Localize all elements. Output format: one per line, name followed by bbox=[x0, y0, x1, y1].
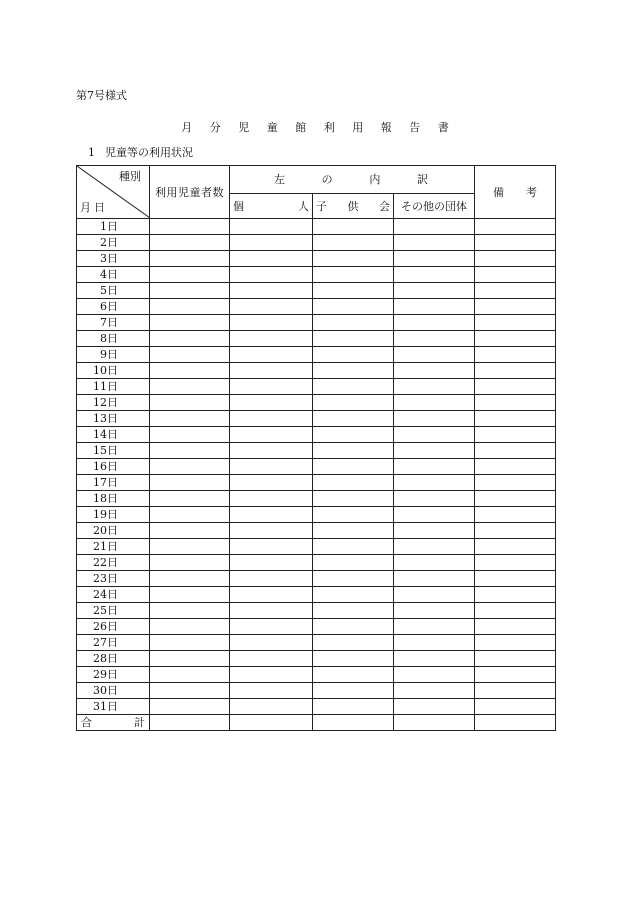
individual-cell[interactable] bbox=[230, 619, 313, 635]
remarks-cell[interactable] bbox=[475, 683, 556, 699]
remarks-cell[interactable] bbox=[475, 347, 556, 363]
children-club-cell[interactable] bbox=[313, 539, 394, 555]
remarks-cell[interactable] bbox=[475, 507, 556, 523]
users-cell[interactable] bbox=[150, 651, 230, 667]
other-groups-cell[interactable] bbox=[394, 699, 475, 715]
total-char: 計 bbox=[134, 716, 145, 729]
remarks-cell[interactable] bbox=[475, 331, 556, 347]
other-groups-cell[interactable] bbox=[394, 491, 475, 507]
remarks-char: 考 bbox=[526, 185, 537, 199]
day-label: 28日 bbox=[77, 651, 150, 667]
other-groups-cell[interactable] bbox=[394, 347, 475, 363]
individual-cell[interactable] bbox=[230, 651, 313, 667]
children-club-cell[interactable] bbox=[313, 635, 394, 651]
other-groups-cell[interactable] bbox=[394, 267, 475, 283]
table-row bbox=[77, 699, 556, 715]
form-number: 第7号様式 bbox=[76, 89, 127, 102]
children-club-char: 供 bbox=[347, 199, 359, 213]
other-groups-cell[interactable] bbox=[394, 299, 475, 315]
individual-cell[interactable] bbox=[230, 587, 313, 603]
day-rows bbox=[77, 219, 556, 715]
individual-cell[interactable] bbox=[230, 555, 313, 571]
other-groups-cell[interactable] bbox=[394, 571, 475, 587]
users-cell[interactable] bbox=[150, 395, 230, 411]
individual-cell[interactable] bbox=[230, 235, 313, 251]
users-cell[interactable] bbox=[150, 379, 230, 395]
other-groups-cell[interactable] bbox=[394, 411, 475, 427]
children-club-cell[interactable] bbox=[313, 555, 394, 571]
users-cell[interactable] bbox=[150, 315, 230, 331]
individual-cell[interactable] bbox=[230, 315, 313, 331]
children-club-cell[interactable] bbox=[313, 523, 394, 539]
day-label: 26日 bbox=[77, 619, 150, 635]
table-row bbox=[77, 299, 556, 315]
individual-cell[interactable] bbox=[230, 395, 313, 411]
day-label: 22日 bbox=[77, 555, 150, 571]
table-row bbox=[77, 555, 556, 571]
day-label: 29日 bbox=[77, 667, 150, 683]
other-groups-cell[interactable] bbox=[394, 555, 475, 571]
day-label: 16日 bbox=[77, 459, 150, 475]
remarks-cell[interactable] bbox=[475, 491, 556, 507]
remarks-cell[interactable] bbox=[475, 571, 556, 587]
children-club-cell[interactable] bbox=[313, 299, 394, 315]
users-cell[interactable] bbox=[150, 475, 230, 491]
other-groups-cell[interactable] bbox=[394, 427, 475, 443]
users-cell[interactable] bbox=[150, 283, 230, 299]
table-row bbox=[77, 347, 556, 363]
other-groups-cell[interactable] bbox=[394, 523, 475, 539]
remarks-cell[interactable] bbox=[475, 587, 556, 603]
day-label: 5日 bbox=[77, 283, 150, 299]
users-count-header: 利用児童者数 bbox=[150, 166, 230, 219]
remarks-cell[interactable] bbox=[475, 379, 556, 395]
remarks-cell[interactable] bbox=[475, 635, 556, 651]
individual-cell[interactable] bbox=[230, 539, 313, 555]
other-groups-cell[interactable] bbox=[394, 667, 475, 683]
breakdown-char: 左 bbox=[274, 173, 285, 186]
users-cell[interactable] bbox=[150, 235, 230, 251]
remarks-cell[interactable] bbox=[475, 539, 556, 555]
day-label: 21日 bbox=[77, 539, 150, 555]
table-row bbox=[77, 507, 556, 523]
users-cell[interactable] bbox=[150, 635, 230, 651]
other-groups-cell[interactable] bbox=[394, 219, 475, 235]
individual-header bbox=[230, 194, 313, 219]
children-club-cell[interactable] bbox=[313, 331, 394, 347]
children-club-cell[interactable] bbox=[313, 395, 394, 411]
children-club-char: 子 bbox=[316, 199, 327, 213]
section-heading bbox=[88, 144, 193, 160]
individual-cell[interactable] bbox=[230, 683, 313, 699]
users-cell[interactable] bbox=[150, 299, 230, 315]
individual-cell[interactable] bbox=[230, 219, 313, 235]
day-label: 9日 bbox=[77, 347, 150, 363]
table-row bbox=[77, 523, 556, 539]
children-club-cell[interactable] bbox=[313, 235, 394, 251]
table-row bbox=[77, 395, 556, 411]
users-cell[interactable] bbox=[150, 603, 230, 619]
other-groups-cell[interactable] bbox=[394, 507, 475, 523]
table-row bbox=[77, 427, 556, 443]
children-club-cell[interactable] bbox=[313, 491, 394, 507]
children-club-cell[interactable] bbox=[313, 475, 394, 491]
day-label: 30日 bbox=[77, 683, 150, 699]
users-cell[interactable] bbox=[150, 619, 230, 635]
total-individual-cell[interactable] bbox=[230, 715, 313, 731]
remarks-cell[interactable] bbox=[475, 363, 556, 379]
other-groups-cell[interactable] bbox=[394, 651, 475, 667]
individual-char: 人 bbox=[298, 199, 309, 213]
users-cell[interactable] bbox=[150, 507, 230, 523]
individual-cell[interactable] bbox=[230, 299, 313, 315]
other-groups-cell[interactable] bbox=[394, 251, 475, 267]
table-row bbox=[77, 283, 556, 299]
corner-header bbox=[77, 166, 150, 219]
children-club-cell[interactable] bbox=[313, 667, 394, 683]
remarks-cell[interactable] bbox=[475, 235, 556, 251]
children-club-cell[interactable] bbox=[313, 459, 394, 475]
users-cell[interactable] bbox=[150, 555, 230, 571]
table-row bbox=[77, 219, 556, 235]
other-groups-cell[interactable] bbox=[394, 235, 475, 251]
children-club-header bbox=[313, 194, 394, 219]
other-groups-cell[interactable] bbox=[394, 603, 475, 619]
other-groups-cell[interactable] bbox=[394, 619, 475, 635]
total-users-cell[interactable] bbox=[150, 715, 230, 731]
children-club-cell[interactable] bbox=[313, 619, 394, 635]
individual-cell[interactable] bbox=[230, 667, 313, 683]
total-other-groups-cell[interactable] bbox=[394, 715, 475, 731]
remarks-cell[interactable] bbox=[475, 523, 556, 539]
table-row bbox=[77, 411, 556, 427]
day-label: 24日 bbox=[77, 587, 150, 603]
children-club-cell[interactable] bbox=[313, 651, 394, 667]
other-groups-cell[interactable] bbox=[394, 587, 475, 603]
children-club-cell[interactable] bbox=[313, 699, 394, 715]
day-label: 27日 bbox=[77, 635, 150, 651]
day-label: 19日 bbox=[77, 507, 150, 523]
table-row bbox=[77, 539, 556, 555]
remarks-cell[interactable] bbox=[475, 619, 556, 635]
remarks-cell[interactable] bbox=[475, 555, 556, 571]
children-club-char: 会 bbox=[379, 199, 390, 213]
table-row bbox=[77, 331, 556, 347]
children-club-cell[interactable] bbox=[313, 507, 394, 523]
individual-cell[interactable] bbox=[230, 331, 313, 347]
remarks-cell[interactable] bbox=[475, 299, 556, 315]
table-row bbox=[77, 235, 556, 251]
individual-cell[interactable] bbox=[230, 459, 313, 475]
other-groups-cell[interactable] bbox=[394, 459, 475, 475]
breakdown-char: 内 bbox=[369, 173, 381, 186]
other-groups-cell[interactable] bbox=[394, 475, 475, 491]
remarks-cell[interactable] bbox=[475, 267, 556, 283]
users-cell[interactable] bbox=[150, 683, 230, 699]
children-club-cell[interactable] bbox=[313, 603, 394, 619]
children-club-cell[interactable] bbox=[313, 443, 394, 459]
individual-cell[interactable] bbox=[230, 251, 313, 267]
day-label: 23日 bbox=[77, 571, 150, 587]
individual-cell[interactable] bbox=[230, 475, 313, 491]
other-groups-cell[interactable] bbox=[394, 283, 475, 299]
table-row bbox=[77, 587, 556, 603]
other-groups-cell[interactable] bbox=[394, 363, 475, 379]
children-club-cell[interactable] bbox=[313, 363, 394, 379]
remarks-cell[interactable] bbox=[475, 699, 556, 715]
users-cell[interactable] bbox=[150, 571, 230, 587]
remarks-cell[interactable] bbox=[475, 443, 556, 459]
individual-cell[interactable] bbox=[230, 635, 313, 651]
other-groups-cell[interactable] bbox=[394, 443, 475, 459]
children-club-cell[interactable] bbox=[313, 219, 394, 235]
children-club-cell[interactable] bbox=[313, 427, 394, 443]
other-groups-cell[interactable] bbox=[394, 683, 475, 699]
day-label: 13日 bbox=[77, 411, 150, 427]
other-groups-header: その他の団体 bbox=[394, 194, 475, 219]
table-row bbox=[77, 475, 556, 491]
remarks-cell[interactable] bbox=[475, 315, 556, 331]
table-row bbox=[77, 619, 556, 635]
remarks-cell[interactable] bbox=[475, 251, 556, 267]
users-cell[interactable] bbox=[150, 347, 230, 363]
individual-cell[interactable] bbox=[230, 363, 313, 379]
corner-header-type: 種別 bbox=[119, 170, 141, 183]
breakdown-header bbox=[230, 166, 475, 194]
users-cell[interactable] bbox=[150, 459, 230, 475]
section-label: 児童等の利用状況 bbox=[105, 146, 193, 159]
remarks-cell[interactable] bbox=[475, 667, 556, 683]
remarks-char: 備 bbox=[493, 185, 504, 199]
day-label: 18日 bbox=[77, 491, 150, 507]
users-cell[interactable] bbox=[150, 523, 230, 539]
table-row bbox=[77, 251, 556, 267]
children-club-cell[interactable] bbox=[313, 283, 394, 299]
remarks-cell[interactable] bbox=[475, 651, 556, 667]
other-groups-cell[interactable] bbox=[394, 635, 475, 651]
remarks-cell[interactable] bbox=[475, 395, 556, 411]
day-label: 20日 bbox=[77, 523, 150, 539]
remarks-cell[interactable] bbox=[475, 603, 556, 619]
total-remarks-cell[interactable] bbox=[475, 715, 556, 731]
individual-cell[interactable] bbox=[230, 411, 313, 427]
remarks-header bbox=[475, 166, 556, 219]
total-char: 合 bbox=[81, 716, 92, 729]
individual-cell[interactable] bbox=[230, 491, 313, 507]
total-children-club-cell[interactable] bbox=[313, 715, 394, 731]
individual-cell[interactable] bbox=[230, 267, 313, 283]
day-label: 7日 bbox=[77, 315, 150, 331]
day-label: 2日 bbox=[77, 235, 150, 251]
table-row bbox=[77, 635, 556, 651]
children-club-cell[interactable] bbox=[313, 411, 394, 427]
children-club-cell[interactable] bbox=[313, 571, 394, 587]
users-cell[interactable] bbox=[150, 699, 230, 715]
table-row bbox=[77, 267, 556, 283]
table-row bbox=[77, 443, 556, 459]
total-row bbox=[77, 715, 556, 731]
children-club-cell[interactable] bbox=[313, 587, 394, 603]
day-label: 14日 bbox=[77, 427, 150, 443]
remarks-cell[interactable] bbox=[475, 411, 556, 427]
individual-cell[interactable] bbox=[230, 379, 313, 395]
children-club-cell[interactable] bbox=[313, 251, 394, 267]
day-label: 25日 bbox=[77, 603, 150, 619]
children-club-cell[interactable] bbox=[313, 267, 394, 283]
usage-table bbox=[76, 165, 556, 731]
children-club-cell[interactable] bbox=[313, 315, 394, 331]
day-label: 8日 bbox=[77, 331, 150, 347]
individual-cell[interactable] bbox=[230, 427, 313, 443]
users-cell[interactable] bbox=[150, 667, 230, 683]
users-cell[interactable] bbox=[150, 539, 230, 555]
day-label: 1日 bbox=[77, 219, 150, 235]
day-label: 17日 bbox=[77, 475, 150, 491]
remarks-cell[interactable] bbox=[475, 459, 556, 475]
day-label: 11日 bbox=[77, 379, 150, 395]
table-row bbox=[77, 491, 556, 507]
individual-cell[interactable] bbox=[230, 347, 313, 363]
table-row bbox=[77, 603, 556, 619]
day-label: 4日 bbox=[77, 267, 150, 283]
users-cell[interactable] bbox=[150, 331, 230, 347]
day-label: 10日 bbox=[77, 363, 150, 379]
breakdown-char: 訳 bbox=[416, 173, 428, 186]
table-row bbox=[77, 379, 556, 395]
users-cell[interactable] bbox=[150, 411, 230, 427]
day-label: 6日 bbox=[77, 299, 150, 315]
day-label: 12日 bbox=[77, 395, 150, 411]
table-row bbox=[77, 315, 556, 331]
corner-header-date: 月日 bbox=[80, 201, 108, 214]
remarks-cell[interactable] bbox=[475, 427, 556, 443]
remarks-cell[interactable] bbox=[475, 475, 556, 491]
individual-cell[interactable] bbox=[230, 507, 313, 523]
table-row bbox=[77, 363, 556, 379]
individual-cell[interactable] bbox=[230, 523, 313, 539]
users-cell[interactable] bbox=[150, 491, 230, 507]
document-title: 月 分 児 童 館 利 用 報 告 書 bbox=[181, 121, 456, 134]
breakdown-char: の bbox=[321, 173, 333, 186]
table-row bbox=[77, 667, 556, 683]
other-groups-cell[interactable] bbox=[394, 331, 475, 347]
children-club-cell[interactable] bbox=[313, 347, 394, 363]
individual-cell[interactable] bbox=[230, 283, 313, 299]
users-cell[interactable] bbox=[150, 267, 230, 283]
individual-cell[interactable] bbox=[230, 443, 313, 459]
remarks-cell[interactable] bbox=[475, 283, 556, 299]
users-cell[interactable] bbox=[150, 219, 230, 235]
individual-cell[interactable] bbox=[230, 571, 313, 587]
other-groups-cell[interactable] bbox=[394, 379, 475, 395]
day-label: 3日 bbox=[77, 251, 150, 267]
individual-cell[interactable] bbox=[230, 603, 313, 619]
other-groups-cell[interactable] bbox=[394, 395, 475, 411]
users-cell[interactable] bbox=[150, 363, 230, 379]
table-row bbox=[77, 571, 556, 587]
other-groups-cell[interactable] bbox=[394, 315, 475, 331]
total-label bbox=[77, 715, 150, 731]
table-row bbox=[77, 651, 556, 667]
remarks-cell[interactable] bbox=[475, 219, 556, 235]
table-row bbox=[77, 459, 556, 475]
individual-char: 個 bbox=[233, 199, 244, 213]
users-cell[interactable] bbox=[150, 587, 230, 603]
section-number: 1 bbox=[88, 146, 95, 159]
day-label: 15日 bbox=[77, 443, 150, 459]
users-cell[interactable] bbox=[150, 427, 230, 443]
day-label: 31日 bbox=[77, 699, 150, 715]
table-row bbox=[77, 683, 556, 699]
users-cell[interactable] bbox=[150, 251, 230, 267]
children-club-cell[interactable] bbox=[313, 683, 394, 699]
individual-cell[interactable] bbox=[230, 699, 313, 715]
other-groups-cell[interactable] bbox=[394, 539, 475, 555]
users-cell[interactable] bbox=[150, 443, 230, 459]
children-club-cell[interactable] bbox=[313, 379, 394, 395]
